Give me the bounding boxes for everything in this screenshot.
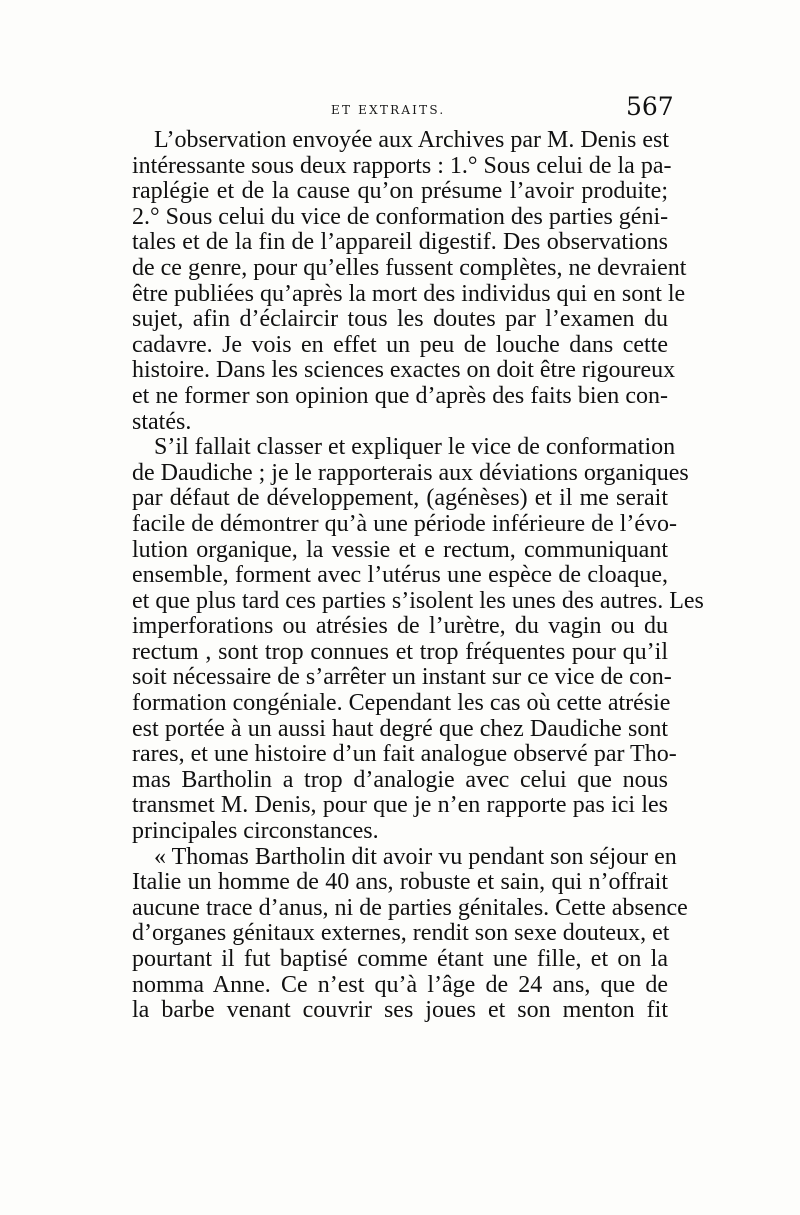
text-line: de Daudiche ; je le rapporterais aux déviations organiques: [132, 459, 689, 486]
text-line: lution organique, la vessie et e rectum, communiquant: [132, 536, 668, 563]
text-line: L’observation envoyée aux Archives par M. Denis est: [154, 127, 669, 153]
text-line: statés.: [132, 408, 192, 435]
text-line: S’il fallait classer et expliquer le vice de conformation: [154, 434, 676, 461]
text-line: intéressante sous deux rapports : 1.° Sous celui de la pa-: [132, 152, 672, 179]
body-text: [132, 127, 704, 1024]
text-line: « Thomas Bartholin dit avoir vu pendant son séjour en: [154, 843, 677, 870]
text-line: 2.° Sous celui du vice de conformation des parties géni-: [132, 203, 669, 230]
text-line: transmet M. Denis, pour que je n’en rapporte pas ici les: [132, 792, 668, 819]
text-line: rectum , sont trop connues et trop fréquentes pour qu’il: [132, 638, 668, 665]
text-line: être publiées qu’après la mort des individus qui en sont le: [132, 280, 686, 307]
text-line: rares, et une histoire d’un fait analogue observé par Tho-: [132, 741, 677, 768]
text-line: principales circonstances.: [132, 818, 379, 845]
text-line: et que plus tard ces parties s’isolent les unes des autres. Les: [132, 587, 704, 614]
text-line: cadavre. Je vois en effet un peu de louche dans cette: [132, 331, 668, 358]
text-line: mas Bartholin a trop d’analogie avec celui que nous: [132, 766, 668, 793]
text-line: formation congéniale. Cependant les cas où cette atrésie: [132, 690, 671, 717]
text-line: nomma Anne. Ce n’est qu’à l’âge de 24 ans, que de: [132, 971, 668, 998]
text-line: soit nécessaire de s’arrêter un instant sur ce vice de con-: [132, 664, 672, 691]
text-line: tales et de la fin de l’appareil digestif. Des observations: [132, 229, 668, 256]
page-number: 567: [626, 92, 674, 121]
text-line: de ce genre, pour qu’elles fussent complètes, ne devraient: [132, 254, 687, 281]
text-line: facile de démontrer qu’à une période inférieure de l’évo-: [132, 510, 678, 537]
text-line: aucune trace d’anus, ni de parties génitales. Cette absence: [132, 894, 688, 921]
text-line: Italie un homme de 40 ans, robuste et sain, qui n’offrait: [132, 869, 668, 896]
text-line: histoire. Dans les sciences exactes on doit être rigoureux: [132, 357, 676, 384]
text-line: est portée à un aussi haut degré que chez Daudiche sont: [132, 715, 668, 742]
text-line: sujet, afin d’éclaircir tous les doutes par l’examen du: [132, 306, 668, 333]
text-line: raplégie et de la cause qu’on présume l’avoir produite;: [132, 178, 668, 205]
text-line: d’organes génitaux externes, rendit son sexe douteux, et: [132, 920, 670, 947]
running-title: ET EXTRAITS.: [331, 103, 446, 117]
text-line: la barbe venant couvrir ses joues et son menton fit: [132, 997, 668, 1024]
text-line: ensemble, forment avec l’utérus une espèce de cloaque,: [132, 562, 668, 589]
text-line: pourtant il fut baptisé comme étant une fille, et on la: [132, 946, 668, 972]
text-line: imperforations ou atrésies de l’urètre, du vagin ou du: [132, 613, 668, 640]
text-line: par défaut de développement, (agénèses) et il me serait: [132, 485, 668, 512]
text-line: et ne former son opinion que d’après des faits bien con-: [132, 382, 668, 409]
